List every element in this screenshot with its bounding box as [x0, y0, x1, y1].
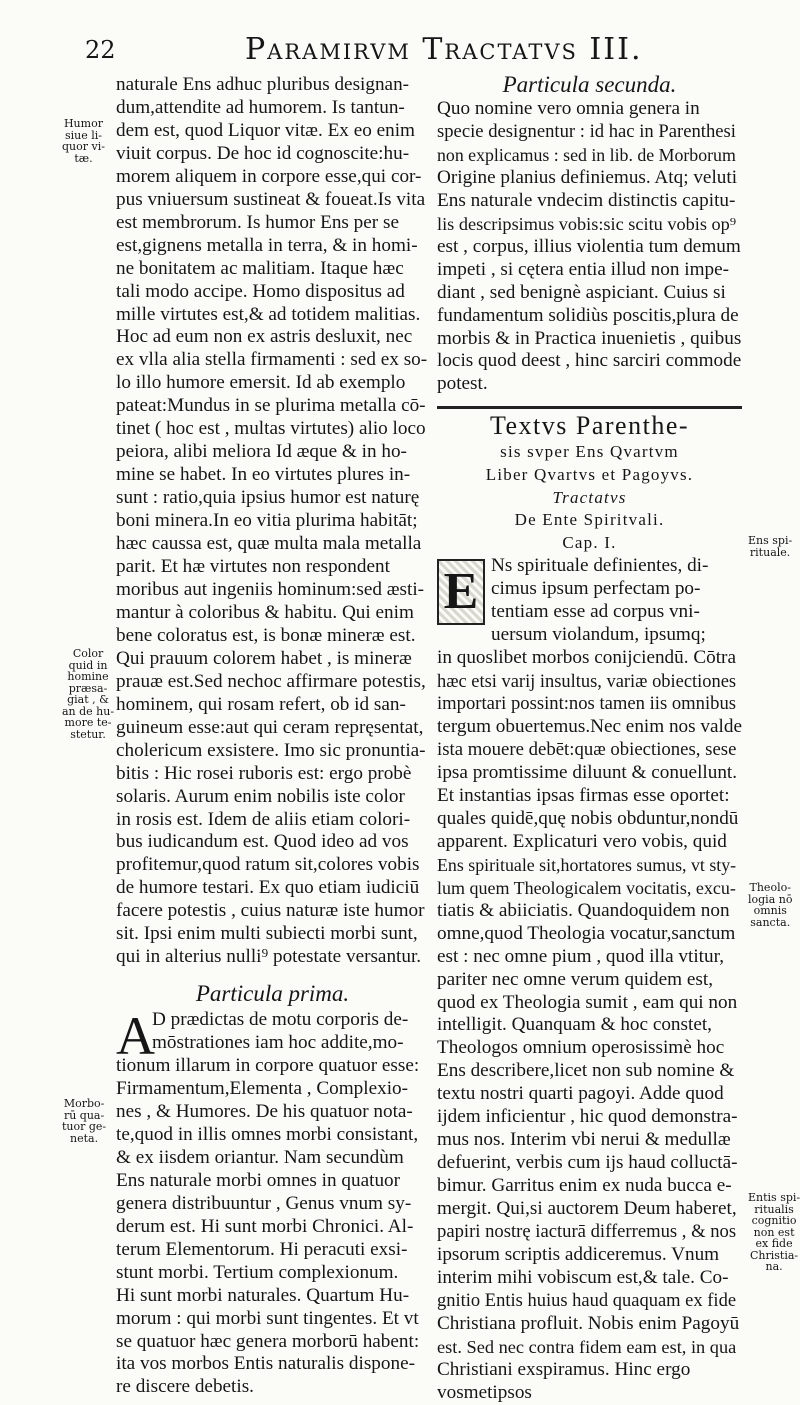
subheading-particula-secunda: Particula secunda.: [502, 74, 677, 97]
text-line: importari possint:nos tamen iis omnibus: [437, 693, 737, 715]
text-line: ipsorum scriptis addiceremus. Vnum: [437, 1243, 720, 1265]
margin-note-line: Humor: [63, 117, 103, 130]
text-line: in quoslibet morbos conijciendū. Cōtra: [437, 647, 736, 669]
section-title-line-1: Textvs Parenthe-: [489, 411, 690, 441]
text-line: specie designentur : id hac in Parenthesi: [437, 120, 736, 142]
text-line: Et instantias ipsas firmas esse oportet:: [437, 784, 730, 806]
right-text-bottom: [437, 647, 742, 1404]
text-line: sunt : ratio,quia ipsius humor est naturę: [116, 487, 420, 509]
margin-note-line: logia nō: [748, 892, 793, 906]
text-line: tergum obuertemus.Nec enim nos valde: [437, 716, 742, 738]
section-title-line-5: De Ente Spiritvali.: [514, 510, 665, 530]
margin-note-line: siue li-: [64, 128, 102, 142]
text-line: dem est, quod Liquor vitæ. Ex eo enim: [116, 119, 415, 141]
text-line: lum quem Theologicalem vocitatis, excu-: [437, 877, 736, 898]
text-line: diant , sed benignè aspiciant. Cuius si: [437, 281, 726, 303]
text-line: Hi sunt morbi naturales. Quartum Hu-: [116, 1284, 410, 1306]
text-line: parit. Et hæ virtutes non respondent: [116, 556, 390, 578]
text-line: Ens naturale morbi omnes in quatuor: [116, 1169, 401, 1191]
section-rule: [437, 406, 742, 409]
text-line: textu nostri quarti pagoyi. Adde quod: [437, 1083, 724, 1105]
right-dropcap-block: [437, 555, 742, 647]
text-line: Ens describere,licet non sub nomine &: [437, 1060, 735, 1082]
text-line: apparent. Explicaturi vero vobis, quid: [437, 830, 727, 852]
text-line: Hoc ad eum non ex astris desluxit, nec: [116, 326, 413, 348]
text-line: hominem, qui rosam refert, ob id san-: [116, 693, 406, 715]
subheading-particula-prima: Particula prima.: [195, 981, 350, 1007]
margin-note-line: quor vi-: [62, 140, 105, 153]
margin-note-theologia: [748, 882, 792, 928]
text-line: re discere debetis.: [116, 1376, 254, 1398]
text-line: uersum violandum, ipsumq;: [491, 624, 706, 646]
text-line: mergit. Qui,si auctorem Deum haberet,: [437, 1198, 737, 1220]
text-line: tali modo accipe. Homo dispositus ad: [116, 280, 405, 302]
margin-note-ens: [748, 535, 792, 558]
text-line: est. Sed nec contra fidem eam est, in qua: [437, 1336, 737, 1357]
margin-note-line: tæ.: [74, 151, 93, 165]
margin-note-line: homine: [67, 670, 109, 683]
margin-note-humor: [62, 118, 105, 164]
text-line: bitis : Hic rosei ruboris est: ergo probè: [116, 762, 412, 784]
text-line: Ns spirituale definientes, di-: [491, 555, 709, 577]
margin-note-line: na.: [765, 1260, 783, 1273]
running-title: Paramirvm Tractatvs III.: [245, 32, 643, 67]
text-line: impeti , si cętera entia illud non impe-: [437, 258, 729, 280]
text-line: facere potestis , cuius naturæ iste humor: [116, 900, 425, 922]
margin-note-line: non est: [753, 1225, 795, 1239]
text-line: solaris. Aurum enim nobilis iste color: [116, 785, 405, 807]
text-line: Origine planius definiemus. Atq; veluti: [437, 166, 738, 188]
text-line: mille virtutes est,& ad totidem malitias.: [116, 303, 421, 325]
text-line: mus nos. Interim vbi nerui & medullæ: [437, 1129, 731, 1151]
text-line: bus iudicandum est. Quod ideo ad vos: [116, 831, 409, 853]
margin-note-line: Color: [72, 647, 104, 660]
text-line: prauæ est.Sed nechoc affirmare potestis,: [116, 670, 426, 692]
margin-note-line: cognitio: [751, 1214, 797, 1227]
text-line: cimus ipsum perfectam po-: [491, 578, 701, 600]
text-line: interim mihi vobiscum est,& tale. Co-: [437, 1266, 729, 1288]
text-line: stunt morbi. Tertium complexionum.: [116, 1261, 399, 1283]
text-line: est , corpus, illius violentia tum demum: [437, 235, 741, 257]
text-line: Ens naturale vndecim distinctis capitu-: [437, 189, 736, 211]
text-line: bene coloratus est, is bonæ mineræ est.: [116, 624, 416, 646]
text-line: papiri nostrę iacturā differremus , & nos: [437, 1221, 737, 1243]
text-line: non explicamus : sed in lib. de Morborum: [437, 144, 736, 165]
margin-note-line: rū qua-: [63, 1108, 105, 1122]
text-line: ne bonitatem ac malitiam. Itaque hæc: [116, 257, 404, 279]
text-line: ex vlla alia stella firmamenti : sed ex so-: [116, 349, 428, 371]
text-line: pus vniuersum sustineat & foueat.Is vita: [116, 188, 426, 210]
text-line: Qui prauum colorem habet , is mineræ: [116, 647, 412, 669]
text-line: tentiam esse ad corpus vni-: [491, 601, 700, 623]
text-line: Theologos omnium operosissimè hoc: [437, 1037, 725, 1059]
text-line: fundamentum solidiùs poscitis,plura de: [437, 304, 739, 326]
text-line: morem aliquem in corpore esse,qui cor-: [116, 165, 422, 187]
margin-note-line: ritualis: [754, 1202, 794, 1216]
margin-note-line: Entis spi-: [748, 1191, 800, 1204]
text-line: nes , & Humores. De his quatuor nota-: [116, 1100, 413, 1122]
margin-note-line: ex fide: [755, 1237, 793, 1250]
text-line: naturale Ens adhuc pluribus designan-: [116, 74, 410, 95]
text-line: est : nec omne pium , quod illa vtitur,: [437, 945, 724, 967]
text-line: Christiani exspiramus. Hinc ergo: [437, 1358, 691, 1380]
text-line: te,quod in illis omnes morbi consistant,: [116, 1123, 419, 1145]
text-line: tionum illarum in corpore quatuor esse:: [116, 1055, 420, 1077]
margin-note-line: an de hu-: [62, 704, 115, 718]
text-line: terum Elementorum. Hi peracuti exsi-: [116, 1238, 408, 1260]
drop-cap-e: E: [437, 559, 485, 625]
section-title-block: [437, 411, 742, 555]
text-line: morbis & in Practica inuenietis , quibus: [437, 327, 742, 349]
margin-note-line: giat , &: [67, 693, 109, 706]
text-line: se quatuor hæc genera morborū habent:: [116, 1330, 420, 1352]
text-line: est membrorum. Is humor Ens per se: [116, 211, 399, 233]
text-line: est,gignens metalla in terra, & in homi-: [116, 234, 418, 256]
section-title-line-3: Liber Qvartvs et Pagoyvs.: [485, 465, 694, 485]
text-line: hæc caussa est, quæ multa mala metalla: [116, 533, 422, 555]
margin-note-line: quid in: [68, 658, 108, 672]
text-line: genera distribuuntur , Genus vnum sy-: [116, 1192, 412, 1214]
margin-note-line: Theolo-: [749, 881, 791, 894]
text-line: D prædictas de motu corporis de-: [152, 1009, 409, 1031]
section-title-line-4: Tractatvs: [552, 488, 627, 508]
text-line: viuit corpus. De hoc id cognoscite:hu-: [116, 142, 410, 164]
text-line: potest.: [437, 373, 488, 395]
text-line: moribus aut ingeniis hominum:sed æsti-: [116, 578, 425, 600]
text-line: ipsa promtissime diluunt & conuellunt.: [437, 761, 738, 783]
text-line: boni minera.In eo vitia plurima habitāt;: [116, 510, 418, 532]
text-line: pariter nec omne verum quidem est,: [437, 968, 713, 990]
margin-note-line: tuor ge-: [62, 1120, 107, 1133]
text-line: profitemur,quod ratum sit,colores vobis: [116, 854, 420, 876]
text-line: & ex iisdem oriantur. Nam secundùm: [116, 1146, 404, 1168]
text-line: tiatis & abiiciatis. Quandoquidem non: [437, 899, 730, 921]
text-line: quales quidē,quę nobis obduntur,nondū: [437, 807, 739, 829]
text-line: qui in alterius nulli⁹ potestate versantur.: [116, 946, 422, 968]
text-line: vosmetipsos: [437, 1381, 532, 1403]
margin-note-line: præsa-: [68, 681, 108, 695]
text-line: hæc etsi varij insultus, variæ obiectiones: [437, 671, 737, 692]
text-line: intelligit. Quanquam & hoc constet,: [437, 1014, 712, 1036]
text-line: cholericum exsistere. Imo sic pronuntia-: [116, 739, 426, 761]
left-text-top: [116, 74, 429, 969]
text-line: ista mouere debēt:quæ obiectiones, sese: [437, 739, 737, 761]
margin-note-morbo: [62, 1098, 106, 1144]
text-line: guineum esse:aut qui ceram repręsentat,: [116, 716, 424, 738]
text-line: mōstrationes iam hoc addite,mo-: [152, 1032, 404, 1054]
text-line: Firmamentum,Elementa , Complexio-: [116, 1078, 409, 1100]
text-line: lis descripsimus vobis:sic scitu vobis op⁹: [437, 213, 737, 234]
text-line: gnitio Entis huius haud quaquam ex fide: [437, 1290, 737, 1311]
margin-note-line: sancta.: [750, 915, 791, 929]
margin-note-line: Ens spi-: [748, 534, 793, 547]
text-line: pateat:Mundus in se plurima metalla cō-: [116, 395, 426, 417]
left-text-bottom: [116, 1055, 429, 1399]
text-line: omne,quod Theologia vocatur,sanctum: [437, 922, 736, 944]
chapter-heading: Cap. I.: [562, 533, 617, 553]
text-line: bimur. Garritus enim ex nuda bucca e-: [437, 1175, 732, 1197]
text-line: in rosis est. Idem de aliis etiam colori-: [116, 808, 411, 830]
text-line: defuerint, verbis cum ijs haud colluctā-: [437, 1152, 738, 1174]
text-line: mantur à coloribus & habitu. Qui enim: [116, 601, 414, 623]
text-line: peiora, alibi meliora Id æque & in ho-: [116, 441, 407, 463]
text-line: morum : qui morbi sunt tingentes. Et vt: [116, 1307, 419, 1329]
section-title-line-2: sis svper Ens Qvartvm: [500, 442, 679, 462]
text-line: Ens spirituale sit,hortatores sumus, vt sty-: [437, 854, 737, 875]
margin-note-color: [62, 648, 114, 740]
margin-note-line: Christia-: [749, 1248, 799, 1262]
text-line: Christiana profluit. Nobis enim Pagoyū: [437, 1312, 740, 1334]
text-line: quod ex Theologia sumit , eam qui non: [437, 991, 738, 1013]
page-number: 22: [85, 36, 116, 64]
text-line: tinet ( hoc est , multas virtutes) alio loco: [116, 418, 426, 440]
margin-note-line: Morbo-: [63, 1097, 105, 1110]
text-line: mine se habet. In eo virtutes plures in-: [116, 464, 411, 486]
text-line: sit. Ipsi enim multi subiecti morbi sunt,: [116, 923, 418, 945]
right-column: [437, 74, 742, 1405]
text-line: dum,attendite ad humorem. Is tantun-: [116, 96, 405, 118]
right-text-top: [437, 98, 742, 396]
text-line: de humore testari. Ex quo etiam iudiciū: [116, 877, 420, 899]
drop-cap-a: A: [116, 1006, 155, 1067]
page-header: [85, 30, 785, 70]
margin-note-entis: [748, 1192, 800, 1273]
text-line: lo illo humore emersit. Id ab exemplo: [116, 372, 406, 394]
text-line: derum est. Hi sunt morbi Chronici. Al-: [116, 1215, 414, 1237]
text-line: locis quod deest , hinc sarciri commode: [437, 350, 742, 372]
left-text-drop: [116, 1009, 429, 1055]
text-line: ita vos morbos Entis naturalis dispone-: [116, 1353, 415, 1375]
margin-note-line: more te-: [64, 716, 112, 729]
text-line: ijdem inficientur , hic quod demonstra-: [437, 1106, 738, 1128]
left-column: [116, 74, 429, 1399]
margin-note-line: stetur.: [70, 727, 106, 741]
margin-note-line: neta.: [70, 1131, 99, 1145]
margin-note-line: rituale.: [749, 545, 791, 559]
margin-note-line: omnis: [753, 904, 787, 917]
text-line: Quo nomine vero omnia genera in: [437, 98, 700, 119]
